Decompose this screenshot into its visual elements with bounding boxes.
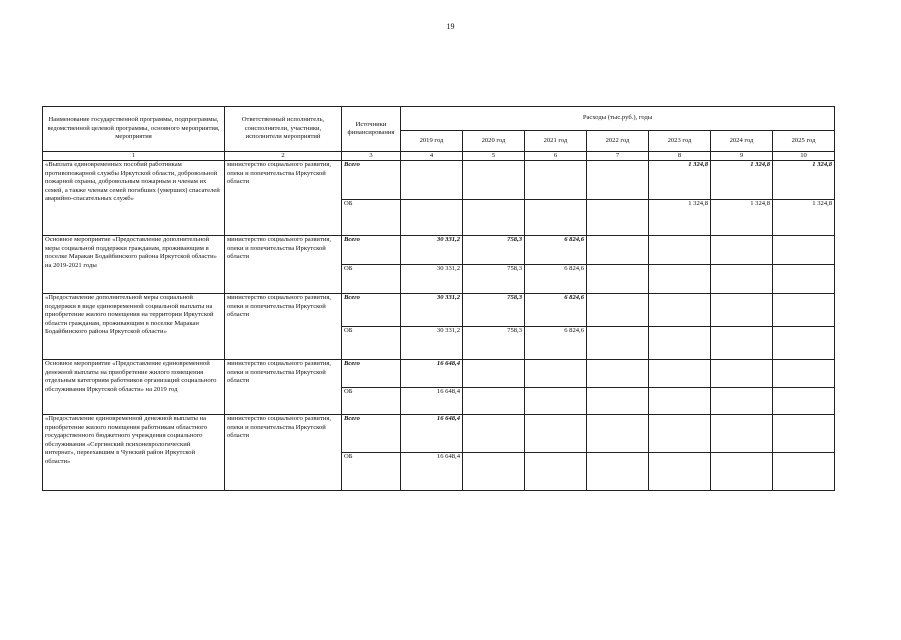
value-cell (525, 360, 587, 388)
value-cell (711, 360, 773, 388)
value-cell (463, 161, 525, 200)
value-cell (401, 200, 463, 236)
value-cell (649, 265, 711, 294)
value-cell (711, 415, 773, 453)
value-cell: 30 331,2 (401, 294, 463, 327)
value-cell (649, 388, 711, 415)
value-cell: 6 824,6 (525, 236, 587, 265)
value-cell (773, 388, 835, 415)
value-cell (587, 327, 649, 360)
value-cell: 30 331,2 (401, 327, 463, 360)
value-cell (587, 200, 649, 236)
value-cell (773, 236, 835, 265)
column-index: 7 (587, 152, 649, 161)
program-name-cell: «Выплата единовременных пособий работникам противопожарной службы Иркутской области, добровольной пожарной охраны, добровольным пожарным и членам их семей, а также членам семей погибших (умерших) спасателей аварийно-спасательных служб» (43, 161, 225, 236)
source-label-cell: Всего (342, 236, 401, 265)
value-cell (773, 265, 835, 294)
value-cell (773, 453, 835, 491)
value-cell: 1 324,8 (711, 161, 773, 200)
value-cell (587, 453, 649, 491)
table-row (43, 294, 835, 327)
value-cell: 758,3 (463, 327, 525, 360)
column-index: 4 (401, 152, 463, 161)
value-cell: 16 648,4 (401, 360, 463, 388)
value-cell (711, 236, 773, 265)
value-cell (649, 415, 711, 453)
column-index: 1 (43, 152, 225, 161)
header-responsible: Ответственный исполнитель, соисполнители, участники, исполнители мероприятий (225, 107, 342, 152)
value-cell (463, 453, 525, 491)
program-name-cell: «Предоставление дополнительной меры социальной поддержки в виде единовременной социальной выплаты на приобретение жилого помещения на территории Иркутской области гражданам, проживающим в поселке Маракан Бодайбинского района Иркутской области» (43, 294, 225, 360)
value-cell: 1 324,8 (773, 200, 835, 236)
value-cell (463, 388, 525, 415)
source-label-cell: ОБ (342, 453, 401, 491)
column-index-row (43, 152, 835, 161)
value-cell (649, 453, 711, 491)
value-cell: 1 324,8 (711, 200, 773, 236)
table-row (43, 415, 835, 453)
value-cell (773, 415, 835, 453)
header-year: 2024 год (711, 131, 773, 152)
value-cell: 30 331,2 (401, 236, 463, 265)
value-cell (711, 294, 773, 327)
value-cell (525, 453, 587, 491)
value-cell (525, 388, 587, 415)
responsible-cell: министерство социального развития, опеки и попечительства Иркутской области (225, 294, 342, 360)
value-cell (587, 360, 649, 388)
value-cell: 1 324,8 (773, 161, 835, 200)
column-index: 6 (525, 152, 587, 161)
column-index: 9 (711, 152, 773, 161)
value-cell (463, 415, 525, 453)
value-cell: 30 331,2 (401, 265, 463, 294)
header-name: Наименование государственной программы, подпрограммы, ведомственной целевой программы, основного мероприятия, мероприятия (43, 107, 225, 152)
program-name-cell: Основное мероприятие «Предоставление дополнительной меры социальной поддержки гражданам, проживающим в поселке Маракан Бодайбинского района Иркутской области» на 2019-2021 годы (43, 236, 225, 294)
column-index: 3 (342, 152, 401, 161)
value-cell (525, 200, 587, 236)
value-cell (711, 453, 773, 491)
table-row (43, 161, 835, 200)
column-index: 10 (773, 152, 835, 161)
value-cell (587, 388, 649, 415)
value-cell (587, 294, 649, 327)
value-cell: 6 824,6 (525, 265, 587, 294)
source-label-cell: Всего (342, 360, 401, 388)
value-cell: 758,3 (463, 294, 525, 327)
source-label-cell: ОБ (342, 200, 401, 236)
value-cell (773, 327, 835, 360)
value-cell: 6 824,6 (525, 294, 587, 327)
responsible-cell: министерство социального развития, опеки и попечительства Иркутской области (225, 415, 342, 491)
column-index: 2 (225, 152, 342, 161)
column-index: 8 (649, 152, 711, 161)
value-cell: 6 824,6 (525, 327, 587, 360)
value-cell (525, 161, 587, 200)
value-cell (587, 236, 649, 265)
header-expenses: Расходы (тыс.руб.), годы (401, 107, 835, 131)
value-cell (463, 360, 525, 388)
value-cell: 758,3 (463, 236, 525, 265)
value-cell: 16 648,4 (401, 415, 463, 453)
value-cell (463, 200, 525, 236)
value-cell: 1 324,8 (649, 161, 711, 200)
value-cell: 16 648,4 (401, 453, 463, 491)
value-cell (773, 294, 835, 327)
value-cell (649, 236, 711, 265)
table-row (43, 360, 835, 388)
responsible-cell: министерство социального развития, опеки и попечительства Иркутской области (225, 236, 342, 294)
value-cell: 16 648,4 (401, 388, 463, 415)
source-label-cell: ОБ (342, 327, 401, 360)
value-cell (649, 327, 711, 360)
source-label-cell: Всего (342, 415, 401, 453)
value-cell: 1 324,8 (649, 200, 711, 236)
value-cell (587, 415, 649, 453)
value-cell (587, 265, 649, 294)
expenses-table (42, 106, 835, 491)
page-number: 19 (446, 22, 455, 31)
source-label-cell: Всего (342, 294, 401, 327)
header-year: 2022 год (587, 131, 649, 152)
column-index: 5 (463, 152, 525, 161)
header-year: 2020 год (463, 131, 525, 152)
value-cell: 758,3 (463, 265, 525, 294)
source-label-cell: ОБ (342, 388, 401, 415)
value-cell (587, 161, 649, 200)
value-cell (525, 415, 587, 453)
source-label-cell: ОБ (342, 265, 401, 294)
value-cell (773, 360, 835, 388)
program-name-cell: «Предоставление единовременной денежной выплаты на приобретение жилого помещения работникам областного государственного бюджетного учреждения социального обслуживания «Сергинский психоневрологический интернат», переехавшим в Чунский район Иркутской области» (43, 415, 225, 491)
responsible-cell: министерство социального развития, опеки и попечительства Иркутской области (225, 161, 342, 236)
value-cell (649, 360, 711, 388)
program-name-cell: Основное мероприятие «Предоставление единовременной денежной выплаты на приобретение жилого помещения отдельным категориям работников организаций социального обслуживания Иркутской области» на 2019 год (43, 360, 225, 415)
value-cell (401, 161, 463, 200)
header-year: 2023 год (649, 131, 711, 152)
header-sources: Источники финансирования (342, 107, 401, 152)
value-cell (711, 388, 773, 415)
value-cell (649, 294, 711, 327)
value-cell (711, 327, 773, 360)
value-cell (711, 265, 773, 294)
header-year: 2019 год (401, 131, 463, 152)
header-year: 2025 год (773, 131, 835, 152)
responsible-cell: министерство социального развития, опеки и попечительства Иркутской области (225, 360, 342, 415)
source-label-cell: Всего (342, 161, 401, 200)
header-year: 2021 год (525, 131, 587, 152)
table-row (43, 236, 835, 265)
